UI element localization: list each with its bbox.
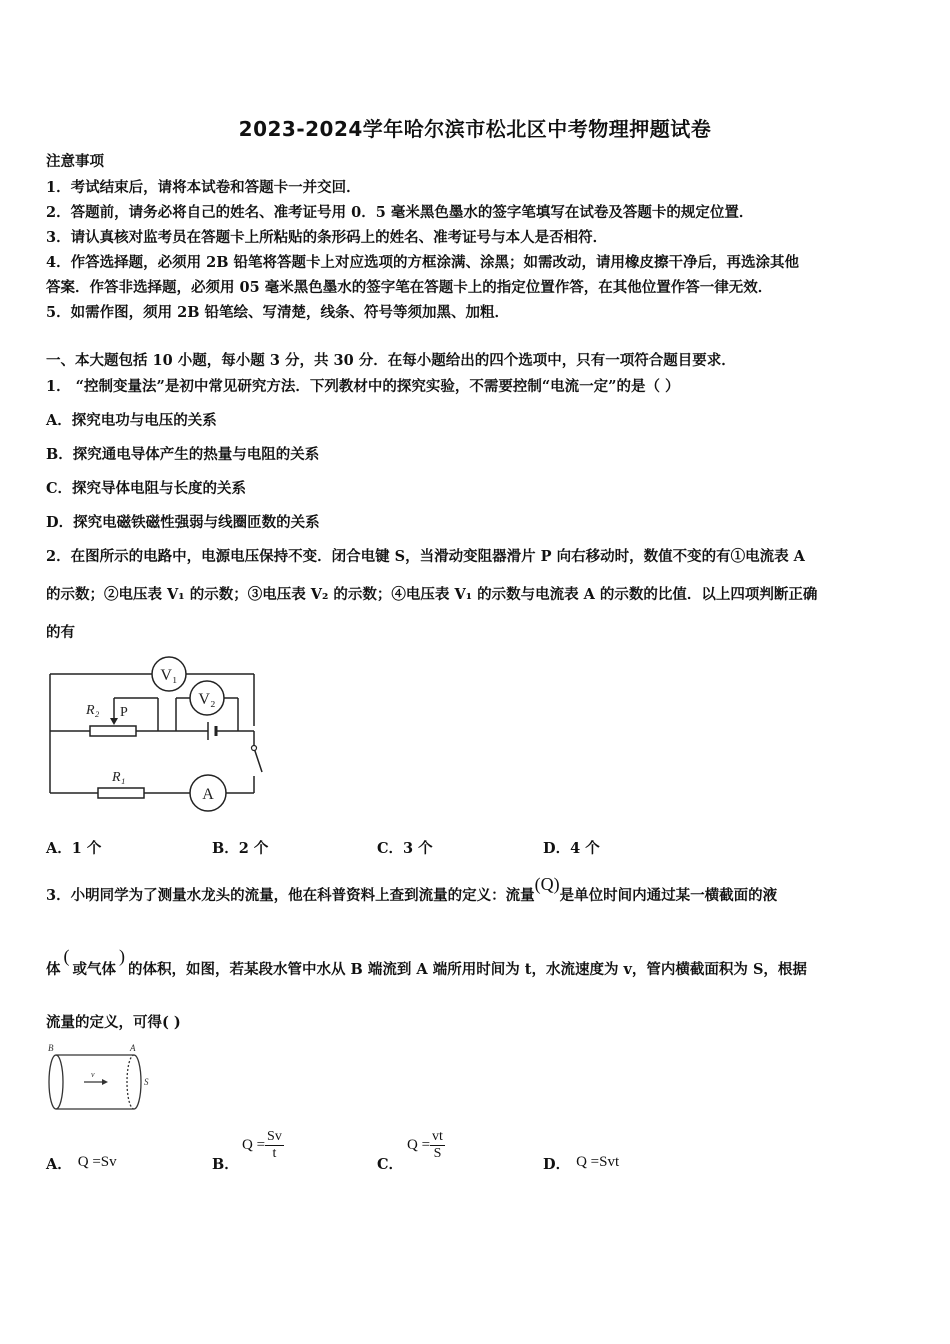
q3-option-a [46, 1153, 117, 1174]
q2-stem-line2: 的示数；②电压表 V₁ 的示数；③电压表 V₂ 的示数；④电压表 V₁ 的示数与电流表 A 的示数的比值．以上四项判断正确 [46, 586, 818, 603]
q3-option-b-fraction [265, 1129, 284, 1162]
section-heading: 一、本大题包括 10 小题，每小题 3 分，共 30 分．在每小题给出的四个选项中，只有一项符合题目要求． [46, 352, 736, 369]
q3-option-b-lhs: Q = [242, 1137, 266, 1153]
notice-item: 5．如需作图，须用 2B 铅笔绘、写清楚，线条、符号等须加黑、加粗． [46, 304, 510, 321]
q3-option-b-numerator: Sv [267, 1129, 282, 1144]
q1-option-a: A．探究电功与电压的关系 [46, 412, 217, 429]
q2-option-b: B．2 个 [212, 840, 269, 857]
q1-option-d: D．探究电磁铁磁性强弱与线圈匝数的关系 [46, 514, 320, 531]
q3-stem-e: 的体积，如图，若某段水管中水从 B 端流到 A 端所用时间为 t，水流速度为 v，管内横截面积为 S，根据 [128, 961, 807, 978]
q3-stem-a: 3．小明同学为了测量水龙头的流量，他在科普资料上查到流量的定义：流量 [46, 887, 535, 904]
label-a: A [202, 786, 214, 803]
notice-heading: 注意事项 [46, 154, 104, 170]
label-s: S [144, 1077, 149, 1087]
label-v2: V₂ [198, 691, 216, 708]
q3-option-c [377, 1129, 443, 1174]
page-title: 2023-2024学年哈尔滨市松北区中考物理押题试卷 [238, 117, 712, 141]
label-a: A [130, 1043, 136, 1053]
q3-stem-b: 是单位时间内通过某一横截面的液 [559, 887, 778, 904]
q2-option-c: C．3 个 [377, 840, 433, 857]
q3-stem-d: 或气体 [72, 961, 116, 978]
q3-option-b [212, 1129, 282, 1174]
q2-option-a: A．1 个 [46, 840, 102, 857]
pipe-diagram [42, 1042, 157, 1114]
q3-option-b-denominator: t [272, 1146, 277, 1161]
q1-option-c: C．探究导体电阻与长度的关系 [46, 480, 247, 497]
notice-item: 答案．作答非选择题，必须用 05 毫米黑色墨水的签字笔在答题卡上的指定位置作答，在其他位置作答一律无效． [46, 279, 773, 296]
label-v: v [91, 1070, 95, 1079]
q3-stem-line2 [46, 946, 807, 979]
notice-item: 1．考试结束后，请将本试卷和答题卡一并交回． [46, 179, 361, 196]
q2-stem-line1: 2．在图所示的电路中，电源电压保持不变．闭合电键 S，当滑动变阻器滑片 P 向右移动时，数值不变的有①电流表 A [46, 548, 805, 565]
resistor-r1-icon [98, 788, 144, 798]
q3-stem-line1 [46, 874, 778, 905]
q3-stem-line3: 流量的定义，可得( ) [46, 1014, 181, 1031]
flow-arrow-icon [102, 1079, 108, 1085]
q3-option-d-label: D． [543, 1156, 571, 1173]
label-b: B [48, 1043, 54, 1053]
q3-q-symbol: (Q) [534, 874, 560, 894]
q2-option-d: D．4 个 [543, 840, 600, 857]
q3-option-c-numerator: vt [432, 1129, 443, 1144]
q3-option-c-label: C． [377, 1156, 404, 1173]
notice-item: 3．请认真核对监考员在答题卡上所粘贴的条形码上的姓名、准考证号与本人是否相符． [46, 229, 608, 246]
q3-option-c-fraction [430, 1129, 445, 1162]
q2-stem-line3: 的有 [46, 624, 75, 641]
q3-option-a-formula: Q =Sv [77, 1154, 117, 1170]
q3-option-d-formula: Q =Svt [576, 1154, 620, 1170]
q3-stem-c: 体 [46, 961, 61, 978]
q3-option-a-label: A． [46, 1156, 72, 1173]
q3-paren-close: ) [119, 946, 125, 966]
label-r1: R₁ [112, 770, 126, 785]
label-p: P [120, 705, 128, 720]
q1-option-b: B．探究通电导体产生的热量与电阻的关系 [46, 446, 320, 463]
q3-option-d [543, 1153, 619, 1174]
circuit-diagram [40, 652, 275, 812]
label-r2: R₂ [86, 703, 100, 718]
label-v1: V₁ [160, 667, 178, 684]
notice-item: 2．答题前，请务必将自己的姓名、准考证号用 0．5 毫米黑色墨水的签字笔填写在试卷及答题卡的规定位置． [46, 204, 754, 221]
q3-option-b-label: B． [212, 1156, 239, 1173]
resistor-r2-icon [90, 726, 136, 736]
q3-option-c-denominator: S [433, 1146, 442, 1161]
notice-item: 4．作答选择题，必须用 2B 铅笔将答题卡上对应选项的方框涂满、涂黑；如需改动，请用橡皮擦干净后，再选涂其他 [46, 254, 800, 271]
q3-option-c-lhs: Q = [407, 1137, 431, 1153]
q1-stem: 1． “控制变量法”是初中常见研究方法．下列教材中的探究实验，不需要控制“电流一定”的是（ ） [46, 378, 680, 395]
q3-paren-open: ( [63, 946, 70, 966]
